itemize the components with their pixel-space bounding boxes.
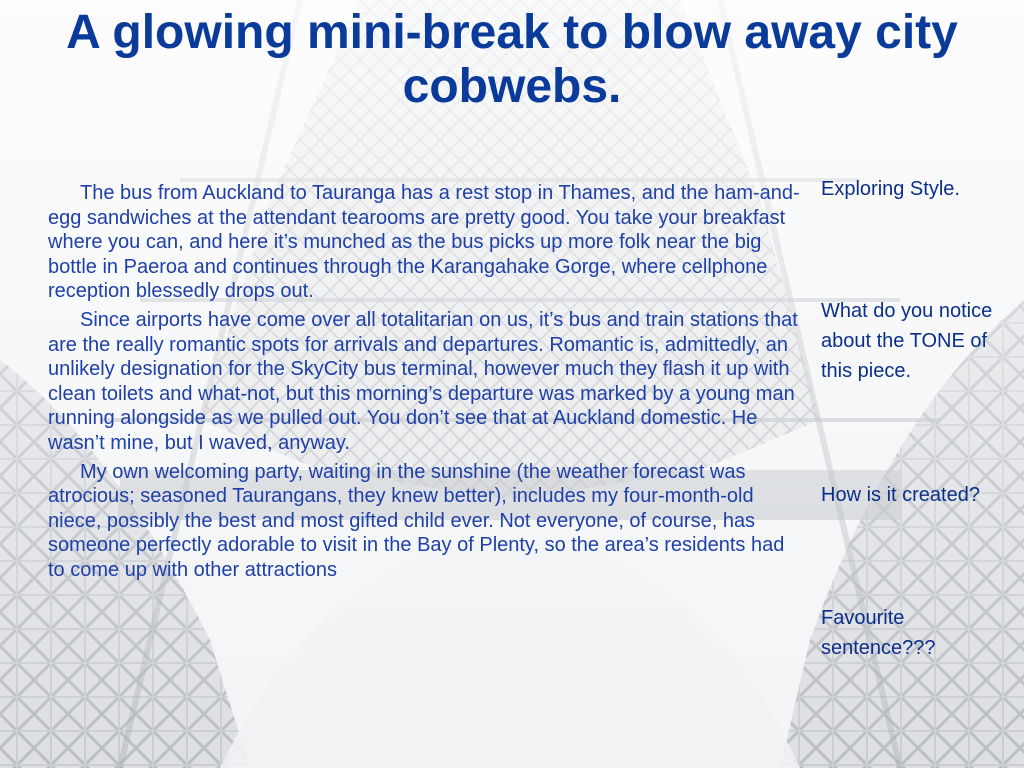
article-text xyxy=(48,181,800,587)
prompt-favourite-sentence: Favourite sentence??? xyxy=(821,607,936,659)
article-paragraph-1: The bus from Auckland to Tauranga has a rest stop in Thames, and the ham-and-egg sandwiches at the attendant tearooms are pretty good. You take your breakfast where you can, and here it’s munched as the bus picks up more folk near the big bottle in Paeroa and continues through the Karangahake Gorge, where cellphone reception blessedly drops out. xyxy=(48,182,800,303)
prompt-notice-tone: What do you notice about the TONE of this piece. xyxy=(821,300,993,382)
prompt-how-created: How is it created? xyxy=(821,484,980,506)
article-paragraph-2: Since airports have come over all totalitarian on us, it’s bus and train stations that are the really romantic spots for arrivals and departures. Romantic is, admittedly, an unlikely designation for the SkyCity bus terminal, however much they flash it up with clean toilets and what-not, but this morning’s departure was marked by a young man running alongside as we pulled out. You don’t see that at Auckland domestic. He wasn’t mine, but I waved, anyway. xyxy=(48,308,798,454)
article-paragraph-3: My own welcoming party, waiting in the sunshine (the weather forecast was atrocious; seasoned Taurangans, they knew better), includes my four-month-old niece, possibly the best and most gifted child ever. Not everyone, of course, has someone perfectly adorable to visit in the Bay of Plenty, so the area’s residents had to come up with other attractions xyxy=(48,460,785,581)
prompt-exploring-style: Exploring Style. xyxy=(821,178,960,200)
slide-title: A glowing mini-break to blow away city cobwebs. xyxy=(66,6,958,113)
